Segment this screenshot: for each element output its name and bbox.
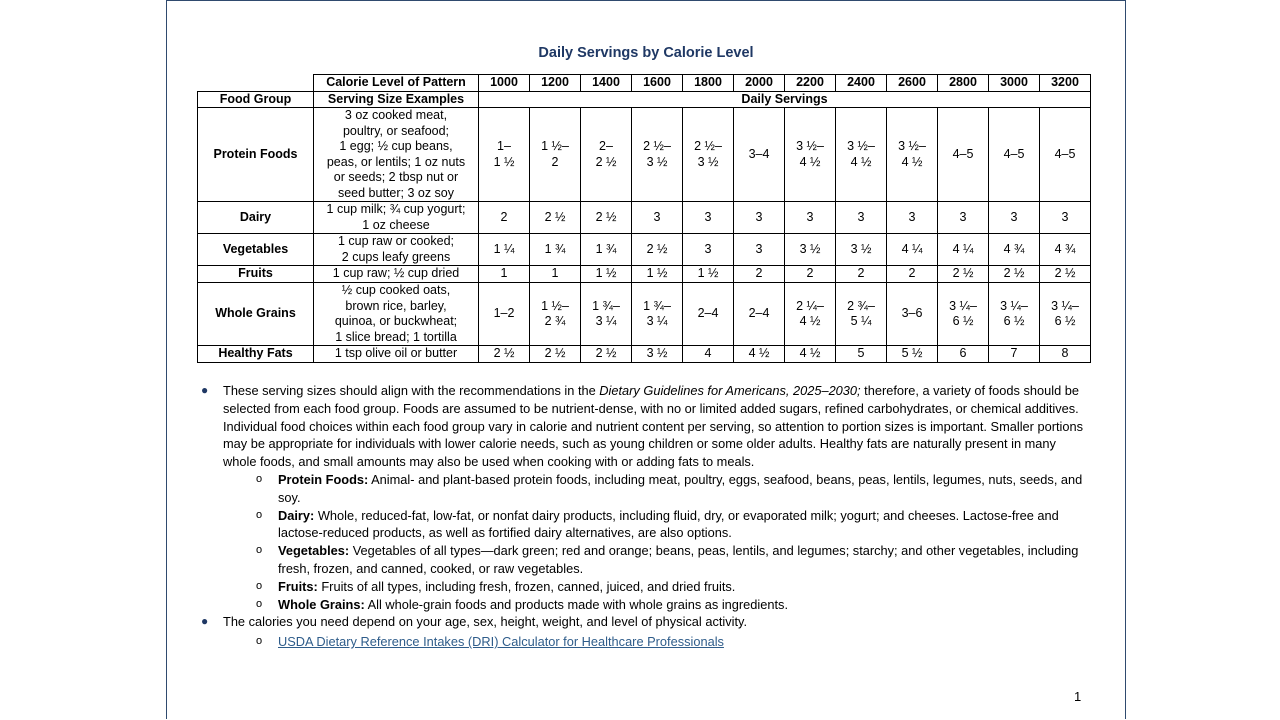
example-line: 2 cups leafy greens: [341, 249, 451, 264]
subitem-fruits: [201, 578, 1091, 596]
subitem-text: Fruits of all types, including fresh, frozen, canned, juiced, and dried fruits.: [317, 578, 736, 594]
serving-value: 5 ¼: [850, 314, 872, 328]
serving-value-cell: [632, 234, 683, 266]
serving-value: 3: [704, 241, 712, 256]
table-row: [198, 108, 1091, 202]
serving-value: 2 ½–: [694, 139, 722, 153]
serving-value: 2 ½: [595, 209, 617, 224]
serving-example-cell: [314, 283, 479, 346]
bullet-icon: ●: [201, 383, 209, 397]
circle-bullet-icon: o: [256, 635, 263, 648]
serving-value-cell: [632, 283, 683, 346]
food-group-subitems: [201, 471, 1091, 613]
subitem-text: Whole, reduced-fat, low-fat, or nonfat dairy products, including fluid, dry, or evaporated milk; yogurt; and cheeses. Lactose-free and lactose-reduced products, as well as fortified dairy alternatives, are also options.: [278, 507, 1059, 541]
example-line: 1 tsp olive oil or butter: [334, 346, 458, 361]
serving-value: 2 ½: [493, 346, 515, 361]
serving-value: 2: [806, 266, 814, 281]
serving-value-cell: [479, 108, 530, 202]
circle-bullet-icon: o: [256, 579, 263, 592]
example-line: brown rice, barley,: [345, 298, 447, 313]
calorie-level-1000: 1000: [479, 75, 530, 92]
serving-value: 5 ½: [901, 346, 923, 361]
food-group-cell: Dairy: [198, 202, 314, 234]
serving-value-cell: [938, 108, 989, 202]
serving-example-cell: [314, 234, 479, 266]
serving-value-cell: [836, 108, 887, 202]
subitem-vegetables: [201, 542, 1091, 578]
serving-value: 3: [1010, 209, 1018, 224]
serving-examples-label: Serving Size Examples: [314, 91, 479, 108]
bullet-calories: ● The calories you need depend on your age, sex, height, weight, and level of physical activity.: [201, 614, 748, 630]
serving-value: 3–6: [901, 306, 923, 321]
serving-value: 3: [959, 209, 967, 224]
serving-value: 2 ¼–: [796, 298, 824, 313]
serving-value: 3: [653, 209, 661, 224]
blank-cell: [198, 75, 314, 92]
serving-value-cell: [938, 283, 989, 346]
example-line: poultry, or seafood;: [342, 123, 450, 138]
calorie-level-1600: 1600: [632, 75, 683, 92]
subitem-text: All whole-grain foods and products made with whole grains as ingredients.: [364, 596, 788, 612]
serving-value: 3 ¼–: [1051, 298, 1079, 313]
serving-value: 1–: [497, 139, 511, 153]
example-line: quinoa, or buckwheat;: [334, 314, 458, 328]
example-line: 1 cup raw; ½ cup dried: [332, 266, 460, 281]
example-line: 1 oz cheese: [362, 217, 430, 232]
food-group-cell: Fruits: [198, 266, 314, 283]
serving-value-cell: [530, 283, 581, 346]
serving-value-cell: [581, 202, 632, 234]
serving-value: 3 ½: [646, 346, 668, 361]
example-line: 3 oz cooked meat,: [344, 108, 448, 122]
serving-value-cell: [530, 346, 581, 363]
serving-value-cell: [530, 234, 581, 266]
serving-value: 3: [1061, 209, 1069, 224]
serving-value-cell: [836, 202, 887, 234]
serving-example-cell: [314, 266, 479, 283]
serving-value: 4–5: [952, 146, 974, 161]
serving-value: 6 ½: [1003, 314, 1025, 328]
table-row: [198, 202, 1091, 234]
serving-value: 2: [857, 266, 865, 281]
calorie-level-2400: 2400: [836, 75, 887, 92]
serving-value: 1 ½: [595, 266, 617, 281]
serving-value-cell: [734, 283, 785, 346]
serving-value: 4 ½: [799, 154, 821, 169]
serving-value: 3 ½–: [847, 139, 875, 153]
serving-value: 4 ¾: [1054, 241, 1076, 256]
serving-value-cell: [887, 202, 938, 234]
food-group-cell: Protein Foods: [198, 108, 314, 202]
calorie-level-label: Calorie Level of Pattern: [314, 75, 479, 92]
calorie-level-2600: 2600: [887, 75, 938, 92]
serving-value-cell: [836, 266, 887, 283]
serving-value-cell: [581, 234, 632, 266]
calorie-level-2000: 2000: [734, 75, 785, 92]
serving-value-cell: [887, 266, 938, 283]
serving-value: 3 ½: [850, 241, 872, 256]
subitem-label: Whole Grains:: [278, 596, 365, 612]
serving-value: 3: [857, 209, 865, 224]
serving-value-cell: [785, 346, 836, 363]
serving-value-cell: [887, 346, 938, 363]
serving-value: 3 ½: [799, 241, 821, 256]
serving-value-cell: [581, 266, 632, 283]
subitem-text: Vegetables of all types—dark green; red and orange; beans, peas, lentils, and legumes; starchy; and other vegetables, including fresh, frozen, and canned, cooked, or raw vegetables.: [278, 543, 1079, 576]
serving-value: 1 ½–: [541, 298, 569, 313]
serving-value: 3 ½: [697, 154, 719, 169]
daily-servings-label: Daily Servings: [479, 91, 1091, 108]
serving-value-cell: [836, 283, 887, 346]
serving-value-cell: [887, 234, 938, 266]
serving-value-cell: [632, 346, 683, 363]
serving-example-cell: [314, 346, 479, 363]
serving-value-cell: [785, 283, 836, 346]
calorie-level-2800: 2800: [938, 75, 989, 92]
calorie-level-1200: 1200: [530, 75, 581, 92]
serving-value: 4: [704, 346, 712, 361]
servings-table: [197, 74, 1091, 363]
serving-value-cell: [836, 234, 887, 266]
serving-example-cell: [314, 202, 479, 234]
serving-value-cell: [479, 202, 530, 234]
serving-value-cell: [989, 108, 1040, 202]
serving-value: 4 ¾: [1003, 241, 1025, 256]
circle-bullet-icon: o: [256, 472, 263, 485]
subitem-whole-grains: [201, 596, 1091, 614]
example-line: ½ cup cooked oats,: [341, 283, 451, 297]
serving-value: 4 ½: [901, 154, 923, 169]
serving-value: 1–2: [493, 306, 515, 321]
serving-value: 3: [908, 209, 916, 224]
serving-value-cell: [989, 234, 1040, 266]
page-title: Daily Servings by Calorie Level: [538, 45, 754, 61]
serving-value: 3 ½–: [898, 139, 926, 153]
serving-value: 2–4: [748, 306, 770, 321]
serving-value: 1 ½: [646, 266, 668, 281]
serving-value-cell: [785, 266, 836, 283]
food-group-cell: Vegetables: [198, 234, 314, 266]
table-row: [198, 346, 1091, 363]
serving-value-cell: [1040, 346, 1091, 363]
example-line: 1 cup raw or cooked;: [337, 234, 455, 248]
serving-value: 3 ¼–: [1000, 298, 1028, 313]
serving-value: 2: [500, 209, 508, 224]
calorie-level-3000: 3000: [989, 75, 1040, 92]
example-line: 1 egg; ½ cup beans,: [339, 139, 453, 153]
serving-value: 2 ½: [1054, 266, 1076, 281]
serving-value: 1 ¾: [595, 241, 617, 256]
serving-value-cell: [989, 202, 1040, 234]
serving-value: 3: [755, 241, 763, 256]
serving-value: 3 ¼–: [949, 298, 977, 313]
document-page: [166, 0, 1126, 719]
serving-value-cell: [938, 234, 989, 266]
serving-value: 1: [500, 266, 508, 281]
serving-value-cell: [683, 108, 734, 202]
serving-value: 1 ¾: [544, 241, 566, 256]
serving-value-cell: [632, 202, 683, 234]
food-group-label: Food Group: [198, 91, 314, 108]
serving-value-cell: [989, 283, 1040, 346]
circle-bullet-icon: o: [256, 597, 263, 610]
serving-value-cell: [683, 283, 734, 346]
serving-value: 1 ½: [493, 154, 515, 169]
serving-value: 3 ½: [646, 154, 668, 169]
serving-value: 4 ½: [799, 346, 821, 361]
serving-value-cell: [989, 346, 1040, 363]
serving-value: 4 ½: [748, 346, 770, 361]
serving-value-cell: [887, 108, 938, 202]
serving-value: 2 ½: [544, 346, 566, 361]
serving-value-cell: [683, 346, 734, 363]
subitem-label: Dairy:: [278, 507, 315, 523]
calorie-level-2200: 2200: [785, 75, 836, 92]
serving-value: 2: [551, 154, 559, 169]
calorie-level-1800: 1800: [683, 75, 734, 92]
serving-value-cell: [1040, 108, 1091, 202]
calorie-header-row: [198, 75, 1091, 92]
bullet-icon: ●: [201, 614, 209, 629]
subitem-label: Fruits:: [278, 578, 318, 594]
serving-value: 2 ½: [544, 209, 566, 224]
serving-value: 2: [755, 266, 763, 281]
example-line: 1 cup milk; ¾ cup yogurt;: [326, 202, 466, 216]
food-group-cell: Healthy Fats: [198, 346, 314, 363]
serving-value-cell: [734, 234, 785, 266]
serving-value: 2 ¾: [544, 314, 566, 328]
serving-value-cell: [1040, 202, 1091, 234]
serving-value: 3 ½–: [796, 139, 824, 153]
serving-value-cell: [1040, 266, 1091, 283]
serving-value-cell: [530, 266, 581, 283]
dri-calculator-item: [201, 633, 1091, 651]
serving-value-cell: [581, 283, 632, 346]
serving-value: 7: [1010, 346, 1018, 361]
serving-value-cell: [734, 108, 785, 202]
serving-value-cell: [479, 346, 530, 363]
serving-value-cell: [785, 108, 836, 202]
serving-value: 2–: [599, 139, 613, 153]
subitem-label: Vegetables:: [278, 543, 350, 559]
table-row: [198, 234, 1091, 266]
serving-value: 6 ½: [952, 314, 974, 328]
serving-value: 1 ¾–: [592, 298, 620, 313]
notes-section: [201, 382, 1091, 651]
serving-value-cell: [683, 202, 734, 234]
serving-value: 4–5: [1003, 146, 1025, 161]
example-line: or seeds; 2 tbsp nut or: [333, 170, 459, 184]
serving-value-cell: [938, 202, 989, 234]
subitem-text: Animal- and plant-based protein foods, including meat, poultry, eggs, seafood, beans, peas, lentils, legumes, nuts, seeds, and soy.: [278, 471, 1083, 505]
example-line: seed butter; 3 oz soy: [337, 185, 455, 200]
serving-value-cell: [683, 234, 734, 266]
serving-value-cell: [479, 234, 530, 266]
serving-value: 4–5: [1054, 146, 1076, 161]
serving-value: 3 ¼: [646, 314, 668, 328]
serving-value: 1 ¾–: [643, 298, 671, 313]
serving-value-cell: [530, 202, 581, 234]
serving-value-cell: [734, 266, 785, 283]
calorie-level-3200: 3200: [1040, 75, 1091, 92]
subitem-label: Protein Foods:: [278, 471, 369, 487]
serving-value-cell: [1040, 234, 1091, 266]
serving-value: 4 ½: [850, 154, 872, 169]
serving-value: 8: [1061, 346, 1069, 361]
dri-calculator-link[interactable]: USDA Dietary Reference Intakes (DRI) Calculator for Healthcare Professionals: [278, 634, 724, 650]
serving-value: 1 ½–: [541, 139, 569, 153]
serving-value: 4 ½: [799, 314, 821, 328]
serving-value: 3–4: [748, 146, 770, 161]
calorie-level-1400: 1400: [581, 75, 632, 92]
serving-value: 2 ½: [595, 346, 617, 361]
food-group-cell: Whole Grains: [198, 283, 314, 346]
example-line: 1 slice bread; 1 tortilla: [335, 329, 457, 344]
table-row: [198, 283, 1091, 346]
serving-value: 3 ¼: [595, 314, 617, 328]
serving-value-cell: [785, 234, 836, 266]
serving-value: 3: [704, 209, 712, 224]
serving-value: 1 ¼: [493, 241, 515, 256]
serving-value: 1 ½: [697, 266, 719, 281]
page-number: 1: [1074, 689, 1082, 704]
serving-value: 2 ½: [595, 154, 617, 169]
serving-value: 2 ½: [952, 266, 974, 281]
serving-value: 3: [755, 209, 763, 224]
serving-value: 2 ¾–: [847, 298, 875, 313]
serving-value: 2 ½: [646, 241, 668, 256]
example-line: peas, or lentils; 1 oz nuts: [326, 154, 466, 169]
serving-value-cell: [785, 202, 836, 234]
serving-value: 2 ½: [1003, 266, 1025, 281]
serving-value-cell: [836, 346, 887, 363]
serving-value-cell: [887, 283, 938, 346]
serving-value: 5: [857, 346, 865, 361]
subitem-protein-foods: [201, 471, 1091, 507]
serving-value: 2 ½–: [643, 139, 671, 153]
circle-bullet-icon: o: [256, 508, 263, 521]
subitem-dairy: [201, 507, 1091, 543]
serving-value-cell: [479, 283, 530, 346]
serving-value-cell: [581, 108, 632, 202]
circle-bullet-icon: o: [256, 544, 263, 557]
serving-value: 6: [959, 346, 967, 361]
serving-value-cell: [683, 266, 734, 283]
serving-value-cell: [530, 108, 581, 202]
serving-value-cell: [734, 346, 785, 363]
serving-value-cell: [1040, 283, 1091, 346]
serving-value: 2–4: [697, 306, 719, 321]
serving-value: 3: [806, 209, 814, 224]
serving-value-cell: [938, 266, 989, 283]
serving-value-cell: [581, 346, 632, 363]
serving-value: 4 ¼: [952, 241, 974, 256]
serving-example-cell: [314, 108, 479, 202]
serving-value-cell: [989, 266, 1040, 283]
serving-value-cell: [734, 202, 785, 234]
serving-value: 1: [551, 266, 559, 281]
serving-value-cell: [938, 346, 989, 363]
serving-value-cell: [479, 266, 530, 283]
group-header-row: [198, 91, 1091, 108]
serving-value: 2: [908, 266, 916, 281]
serving-value-cell: [632, 266, 683, 283]
serving-value-cell: [632, 108, 683, 202]
bullet-serving-sizes: ● These serving sizes should align with the recommendations in the Dietary Guidelines for Americans, 2025–2030; therefore, a variety of foods should be selected from each food group. Foods are assumed to be nutrient-dense, with no or limited added sugars, refined carbohydrates, or chemical additives. Individual food choices within each food group vary in calorie and nutrient content per serving, so attention to portion sizes is important. Smaller portions may be appropriate for individuals with lower calorie needs, such as young children or some older adults. Healthy fats are naturally present in many whole foods, and small amounts may also be used when cooking with or adding fats to meals.: [201, 383, 1083, 470]
table-row: [198, 266, 1091, 283]
serving-value: 6 ½: [1054, 314, 1076, 328]
serving-value: 4 ¼: [901, 241, 923, 256]
